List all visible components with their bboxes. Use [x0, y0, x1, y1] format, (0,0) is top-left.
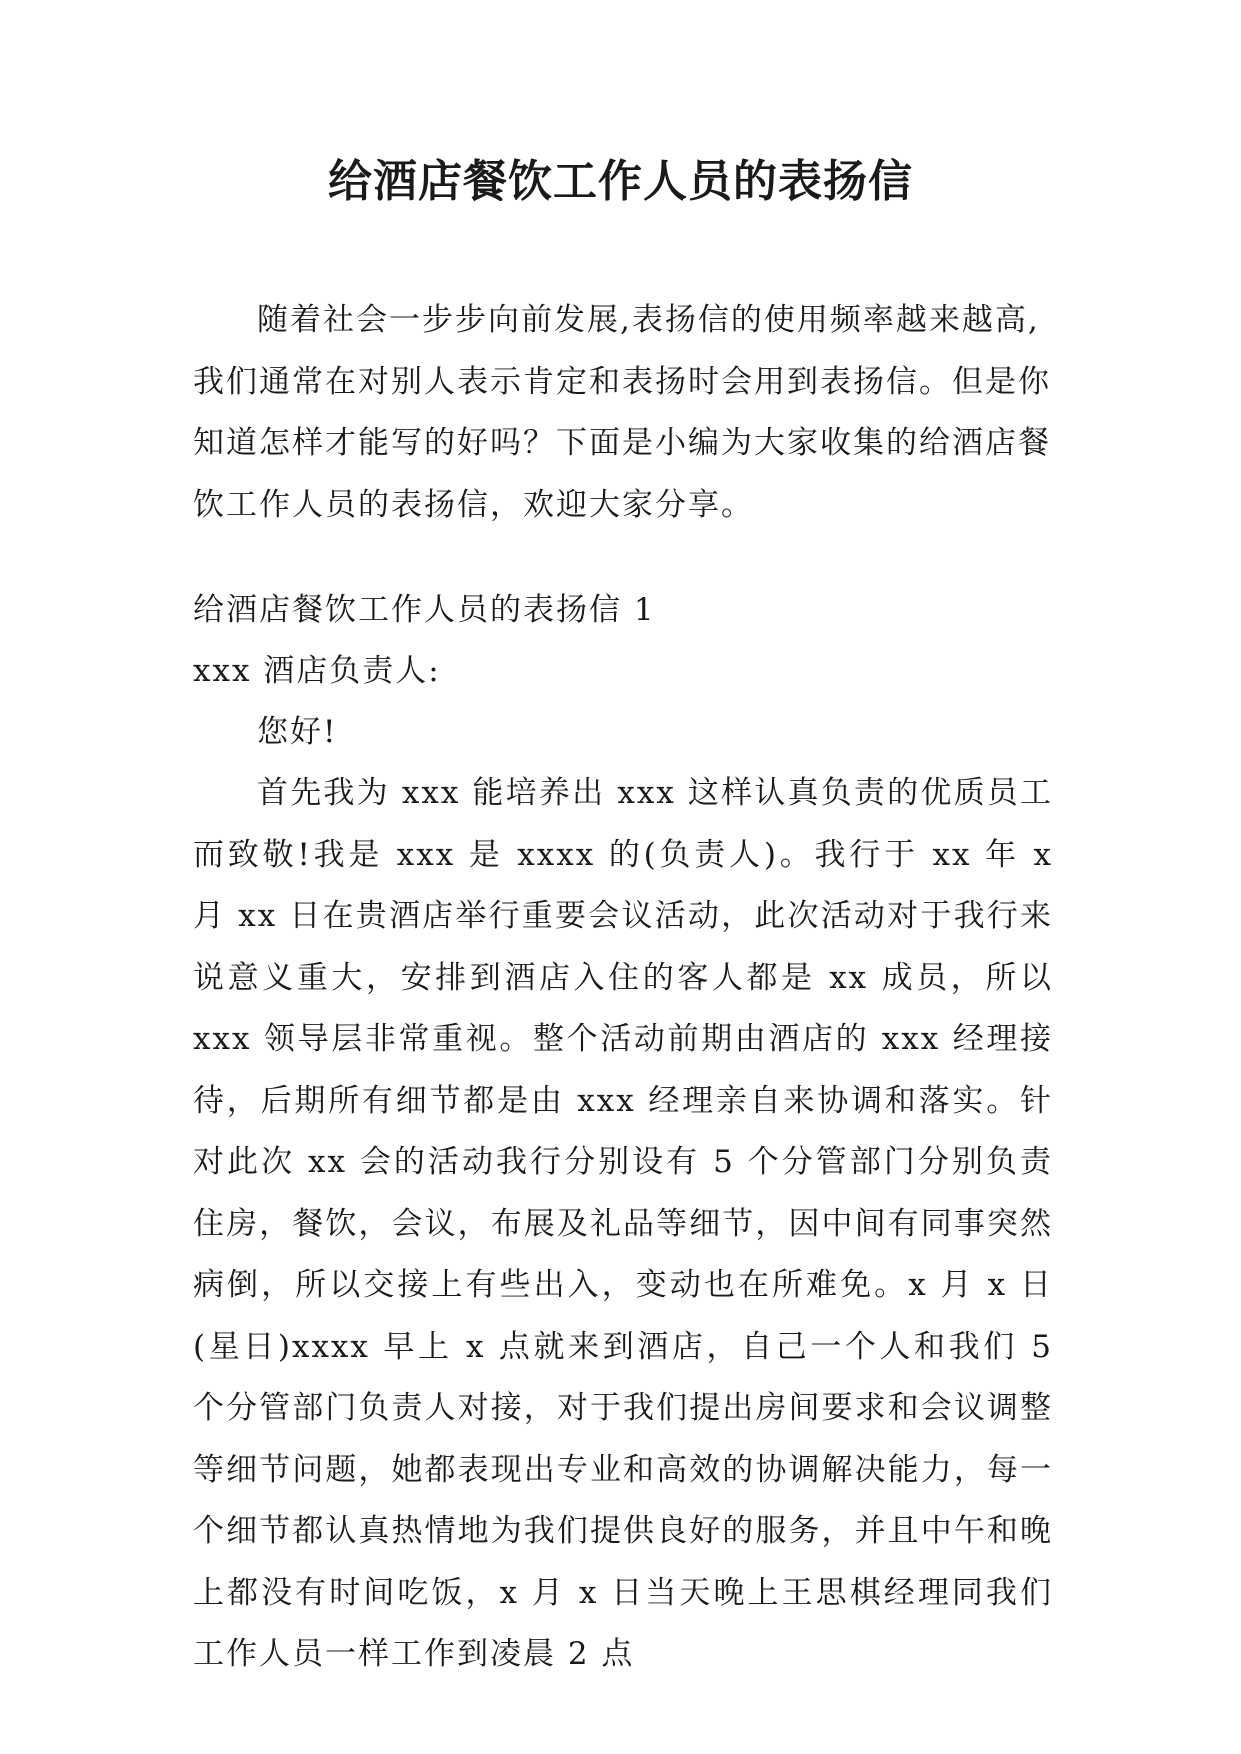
letter-body-paragraph: 首先我为 xxx 能培养出 xxx 这样认真负责的优质员工而致敬!我是 xxx 是 xxxx 的(负责人)。我行于 xx 年 x 月 xx 日在贵酒店举行重要会议活动，此次活动对于我行来说意义重大，安排到酒店入住的客人都是 xx 成员，所以 xxx 领导层非常重视。整个活动前期由酒店的 xxx 经理接待，后期所有细节都是由 xxx 经理亲自来协调和落实。针对此次 xx 会的活动我行分别设有 5 个分管部门分别负责住房，餐饮，会议，布展及礼品等细节，因中间有同事突然病倒，所以交接上有些出入，变动也在所难免。x 月 x 日(星日)xxxx 早上 x 点就来到酒店，自己一个人和我们 5 个分管部门负责人对接，对于我们提出房间要求和会议调整等细节问题，她都表现出专业和高效的协调解决能力，每一个细节都认真热情地为我们提供良好的服务，并且中午和晚上都没有时间吃饭，x 月 x 日当天晚上王思棋经理同我们工作人员一样工作到凌晨 2 点	[193, 775, 1053, 1672]
greeting: 您好!	[257, 714, 338, 750]
document-title: 给酒店餐饮工作人员的表扬信	[328, 156, 913, 207]
section-heading: 给酒店餐饮工作人员的表扬信 1	[193, 592, 656, 628]
salutation: xxx 酒店负责人:	[193, 653, 441, 689]
intro-paragraph: 随着社会一步步向前发展,表扬信的使用频率越来越高,我们通常在对别人表示肯定和表扬时会用到表扬信。但是你知道怎样才能写的好吗？下面是小编为大家收集的给酒店餐饮工作人员的表扬信，欢迎大家分享。	[193, 302, 1051, 523]
